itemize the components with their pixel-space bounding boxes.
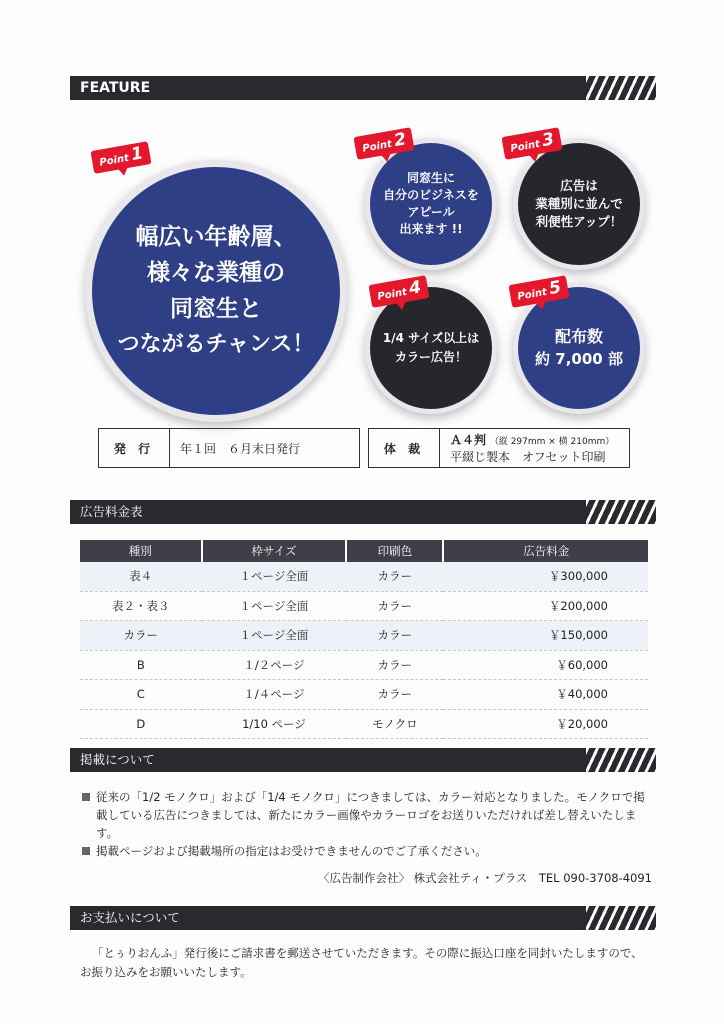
format-paper: Ａ４判 [450, 433, 487, 447]
cell-size: 1/10 ページ [202, 709, 347, 739]
header-stripes [586, 748, 656, 772]
point-3-line: 広告は [560, 178, 598, 193]
table-row [80, 709, 648, 739]
cell-color: カラー [346, 650, 443, 680]
cell-price: ￥300,000 [443, 562, 648, 591]
feature-title: FEATURE [80, 80, 151, 96]
cell-price: ￥40,000 [443, 680, 648, 710]
point-2-line: アピール [407, 205, 455, 219]
col-type: 種別 [80, 540, 202, 562]
format-binding: 平綴じ製本 オフセット印刷 [450, 450, 606, 464]
note-item: 従来の「1/2 モノクロ」および「1/4 モノクロ」につきましては、カラー対応となりました。モノクロで掲載している広告につきましては、新たにカラー画像やカラーロゴをお送りいただければ差し替えいたします。 [82, 788, 652, 842]
col-size: 枠サイズ [202, 540, 347, 562]
cell-type: カラー [80, 621, 202, 651]
point-2-line: 出来ます !! [399, 222, 463, 236]
badge-word: Point [98, 152, 130, 169]
badge-number: 1 [129, 143, 145, 166]
cell-size: １ページ全面 [202, 562, 347, 591]
cell-type: 表４ [80, 562, 202, 591]
cell-size: １/２ページ [202, 650, 347, 680]
cell-type: B [80, 650, 202, 680]
header-stripes [586, 500, 656, 524]
header-stripes [586, 906, 656, 930]
badge-number: 2 [392, 129, 408, 152]
cell-type: 表２・表３ [80, 591, 202, 621]
point-1-circle [85, 160, 347, 422]
point-1-badge [90, 141, 151, 174]
point-2-line: 自分のビジネスを [383, 188, 479, 202]
badge-word: Point [509, 138, 541, 155]
rates-header [70, 500, 656, 524]
payment-title: お支払いについて [80, 910, 180, 925]
issue-box [98, 428, 360, 468]
issue-label: 発 行 [99, 429, 170, 467]
feature-header [70, 76, 656, 100]
posting-header [70, 748, 656, 772]
point-5-line: 約 7,000 部 [535, 350, 623, 368]
cell-color: カラー [346, 591, 443, 621]
rates-header-row [80, 540, 648, 562]
agency-credit: 〈広告制作会社〉 株式会社ティ・プラス TEL 090-3708-4091 [317, 871, 652, 885]
cell-type: D [80, 709, 202, 739]
point-5-line: 配布数 [554, 327, 603, 346]
cell-type: C [80, 680, 202, 710]
cell-color: カラー [346, 562, 443, 591]
format-label: 体 裁 [369, 429, 440, 467]
point-1-line: 様々な業種の [147, 260, 285, 286]
payment-text: 「とぅりおんふ」発行後にご請求書を郵送させていただきます。その際に振込口座を同封いたしますので、お振り込みをお願いいたします。 [80, 946, 643, 979]
payment-header [70, 906, 656, 930]
col-color: 印刷色 [346, 540, 443, 562]
cell-price: ￥60,000 [443, 650, 648, 680]
issue-value: 年１回 ６月末日発行 [180, 441, 301, 456]
badge-word: Point [516, 286, 548, 303]
point-1-line: 同窓生と [170, 296, 262, 322]
table-row [80, 680, 648, 710]
badge-number: 4 [407, 277, 423, 300]
cell-color: モノクロ [346, 709, 443, 739]
table-row [80, 650, 648, 680]
cell-price: ￥20,000 [443, 709, 648, 739]
point-3-line: 利便性アップ！ [535, 214, 623, 229]
cell-price: ￥200,000 [443, 591, 648, 621]
badge-word: Point [361, 138, 393, 155]
badge-number: 5 [547, 277, 563, 300]
header-stripes [586, 76, 656, 100]
format-size: （縦 297mm × 横 210mm） [489, 437, 615, 447]
cell-size: １/４ページ [202, 680, 347, 710]
rates-title: 広告料金表 [80, 504, 143, 519]
cell-color: カラー [346, 621, 443, 651]
point-4-line: カラー広告！ [394, 350, 467, 364]
cell-size: １ページ全面 [202, 621, 347, 651]
cell-size: １ページ全面 [202, 591, 347, 621]
rates-table [80, 540, 648, 739]
cell-color: カラー [346, 680, 443, 710]
badge-word: Point [376, 286, 408, 303]
table-row [80, 591, 648, 621]
point-4-line: 1/4 サイズ以上は [382, 331, 480, 345]
posting-title: 掲載について [80, 752, 155, 767]
cell-price: ￥150,000 [443, 621, 648, 651]
col-price: 広告料金 [443, 540, 648, 562]
note-item: 掲載ページおよび掲載場所の指定はお受けできませんのでご了承ください。 [82, 842, 652, 860]
point-3-line: 業種別に並んで [535, 196, 623, 211]
point-1-line: つながるチャンス！ [117, 332, 315, 357]
format-box [368, 428, 630, 468]
point-2-line: 同窓生に [406, 171, 455, 185]
posting-notes [82, 788, 652, 860]
badge-number: 3 [540, 129, 556, 152]
table-row [80, 621, 648, 651]
point-1-line: 幅広い年齢層、 [135, 224, 297, 250]
table-row [80, 562, 648, 591]
